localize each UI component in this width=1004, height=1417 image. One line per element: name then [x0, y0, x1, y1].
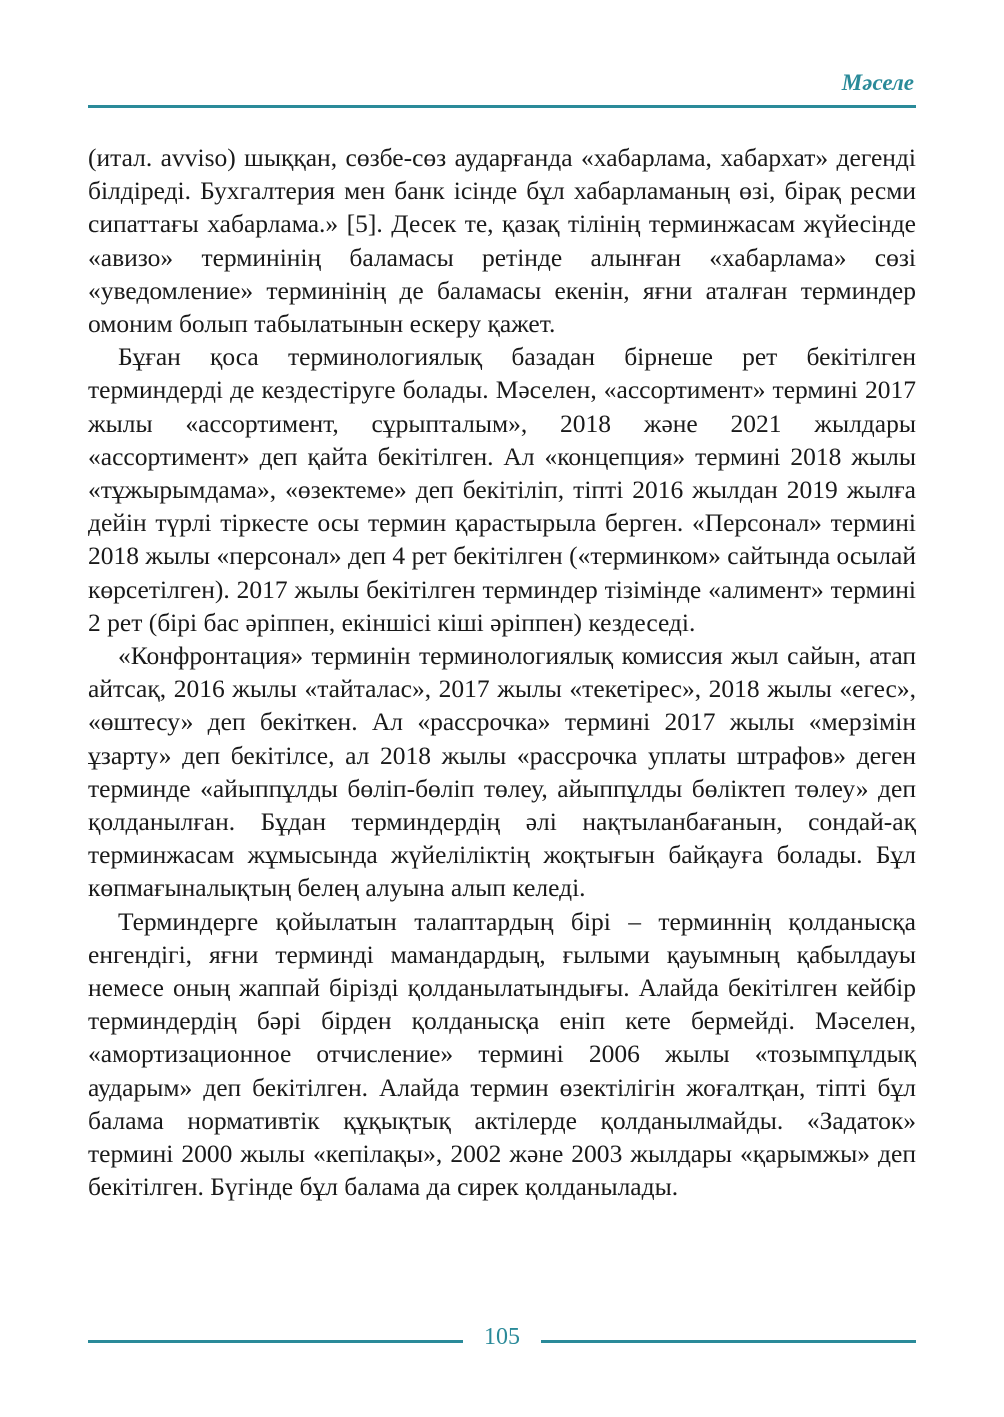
running-head-title: Мәселе — [841, 70, 914, 95]
page-footer — [88, 1324, 916, 1360]
paragraph-4: Терминдерге қойылатын талаптардың бірі – терминнің қолданысқа енгендігі, яғни терминді мамандардың, ғылыми қауымның қабылдауы немесе оның жаппай бірізді қолданылатындығы. Алайда бекітілген кейбір терминдердің бәрі бірден қолданысқа еніп кете бермейді. Мәселен, «амортизационное отчисление» термині 2006 жылы «тозымпұлдық аударым» деп бекітілген. Алайда термин өзектілігін жоғалтқан, тіпті бұл балама нормативтік құқықтық актілерде қолданылмайды. «Задаток» термині 2000 жылы «кепілақы», 2002 және 2003 жылдары «қарымжы» деп бекітілген. Бүгінде бұл балама да сирек қолданылады. — [88, 906, 916, 1202]
paragraph-3: «Конфронтация» терминін терминологиялық комиссия жыл сайын, атап айтсақ, 2016 жылы «тайталас», 2017 жылы «текетірес», 2018 жылы «егес», «өштесу» деп бекіткен. Ал «рассрочка» термині 2017 жылы «мерзімін ұзарту» деп бекітілсе, ал 2018 жылы «рассрочка уплаты штрафов» деген терминде «айыппұлды бөліп-бөліп төлеу, айыппұлды бөліктеп төлеу» деп қолданылған. Бұдан терминдердің әлі нақтыланбағанын, сондай-ақ терминжасам жұмысында жүйеліліктің жоқтығын байқауға болады. Бұл көпмағыналықтың белең алуына алып келеді. — [88, 641, 916, 903]
footer-divider-left — [88, 1340, 463, 1343]
header-divider — [88, 105, 916, 108]
paragraph-1: (итал. avviso) шыққан, сөзбе-сөз аударғанда «хабарлама, хабархат» дегенді білдіреді. Бухгалтерия мен банк ісінде бұл хабарламаның өзі, бірақ ресми сипаттағы хабарлама.» [5]. Десек те, қазақ тілінің терминжасам жүйесінде «авизо» терминінің баламасы ретінде алынған «хабарлама» сөзі «уведомление» терминінің де баламасы екенін, яғни аталған терминдер омоним болып табылатынын ескеру қажет. — [88, 143, 916, 339]
footer-divider-right — [541, 1340, 916, 1343]
page-number: 105 — [484, 1324, 520, 1350]
article-body — [88, 141, 916, 1204]
paragraph-2: Бұған қоса терминологиялық базадан бірнеше рет бекітілген терминдерді де кездестіруге болады. Мәселен, «ассортимент» термині 2017 жылы «ассортимент, сұрыпталым», 2018 және 2021 жылдары «ассортимент» деп қайта бекітілген. Ал «концепция» термині 2018 жылы «тұжырымдама», «өзектеме» деп бекітіліп, тіпті 2016 жылдан 2019 жылға дейін түрлі тіркесте осы термин қарастырыла берген. «Персонал» термині 2018 жылы «персонал» деп 4 рет бекітілген («терминком» сайтында осылай көрсетілген). 2017 жылы бекітілген терминдер тізімінде «алимент» термині 2 рет (бірі бас әріппен, екіншісі кіші әріппен) кездеседі. — [88, 342, 916, 637]
